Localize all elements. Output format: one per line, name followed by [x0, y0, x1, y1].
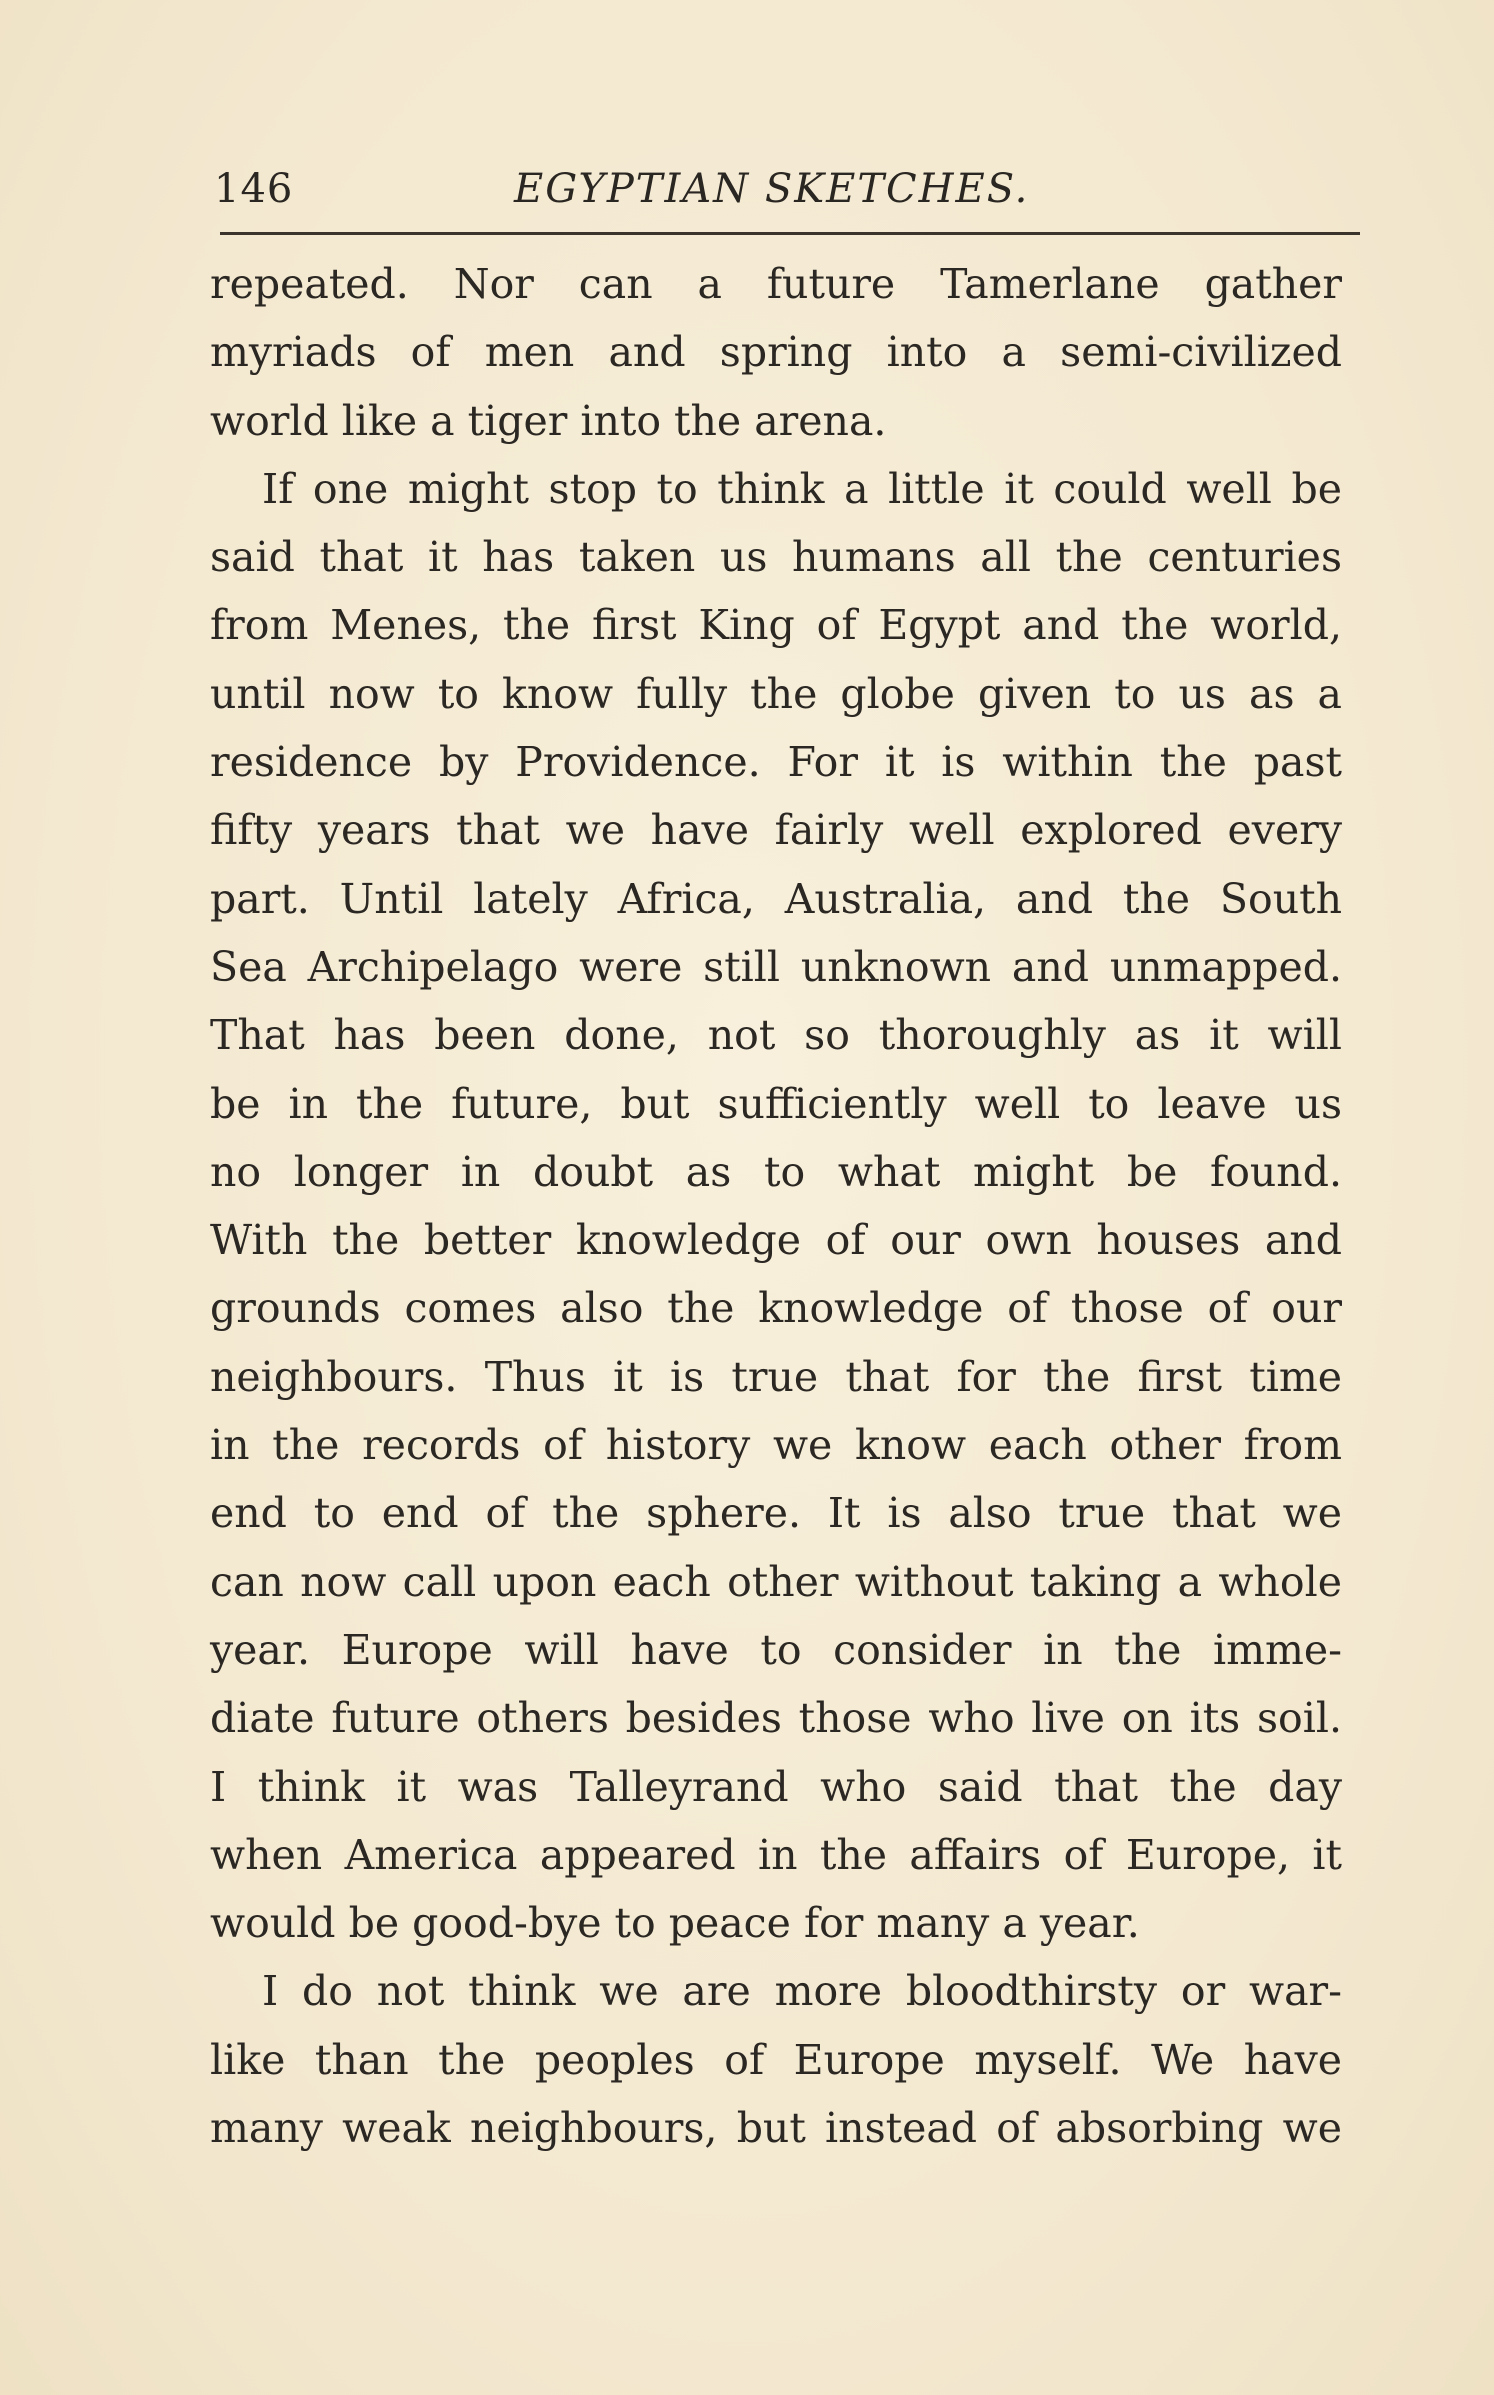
text-line: Sea Archipelago were still unknown and unmapped. [210, 942, 1342, 991]
text-line: With the better knowledge of our own houses and [210, 1216, 1342, 1265]
text-line: can now call upon each other without taking a whole [210, 1557, 1342, 1606]
text-line: no longer in doubt as to what might be found. [210, 1147, 1342, 1196]
text-line: That has been done, not so thoroughly as it will [210, 1011, 1342, 1060]
text-line: said that it has taken us humans all the centuries [210, 533, 1342, 582]
text-line: in the records of history we know each other from [210, 1421, 1342, 1470]
text-line: many weak neighbours, but instead of absorbing we [210, 2104, 1342, 2153]
text-line: grounds comes also the knowledge of those of our [210, 1284, 1342, 1333]
page-header [214, 162, 1360, 222]
text-line: If one might stop to think a little it could well be [262, 464, 1342, 513]
text-line: end to end of the sphere. It is also true that we [210, 1489, 1342, 1538]
text-line: like than the peoples of Europe myself. We have [210, 2035, 1342, 2084]
text-line: myriads of men and spring into a semi-civilized [210, 328, 1342, 377]
text-line: diate future others besides those who live on its soil. [210, 1694, 1342, 1743]
text-line: until now to know fully the globe given to us as a [210, 669, 1342, 718]
text-line: fifty years that we have fairly well explored every [210, 806, 1342, 855]
header-rule [220, 232, 1360, 235]
text-line: would be good-bye to peace for many a year. [210, 1899, 1140, 1948]
text-line: neighbours. Thus it is true that for the first time [210, 1352, 1342, 1401]
text-line: world like a tiger into the arena. [210, 396, 887, 445]
text-line: repeated. Nor can a future Tamerlane gather [210, 260, 1342, 308]
text-line: from Menes, the first King of Egypt and the world, [210, 601, 1342, 650]
text-line: be in the future, but sufficiently well to leave us [210, 1079, 1342, 1128]
text-line: I do not think we are more bloodthirsty or war- [262, 1967, 1342, 2016]
text-line: I think it was Talleyrand who said that the day [210, 1762, 1342, 1811]
text-line: part. Until lately Africa, Australia, and the South [210, 874, 1342, 923]
text-line: when America appeared in the affairs of Europe, it [210, 1830, 1342, 1879]
text-line: residence by Providence. For it is within the past [210, 738, 1342, 787]
text-line: year. Europe will have to consider in the imme- [210, 1625, 1342, 1674]
body-text [210, 250, 1342, 2162]
running-title: EGYPTIAN SKETCHES. [514, 166, 1030, 212]
page-number: 146 [214, 166, 294, 212]
